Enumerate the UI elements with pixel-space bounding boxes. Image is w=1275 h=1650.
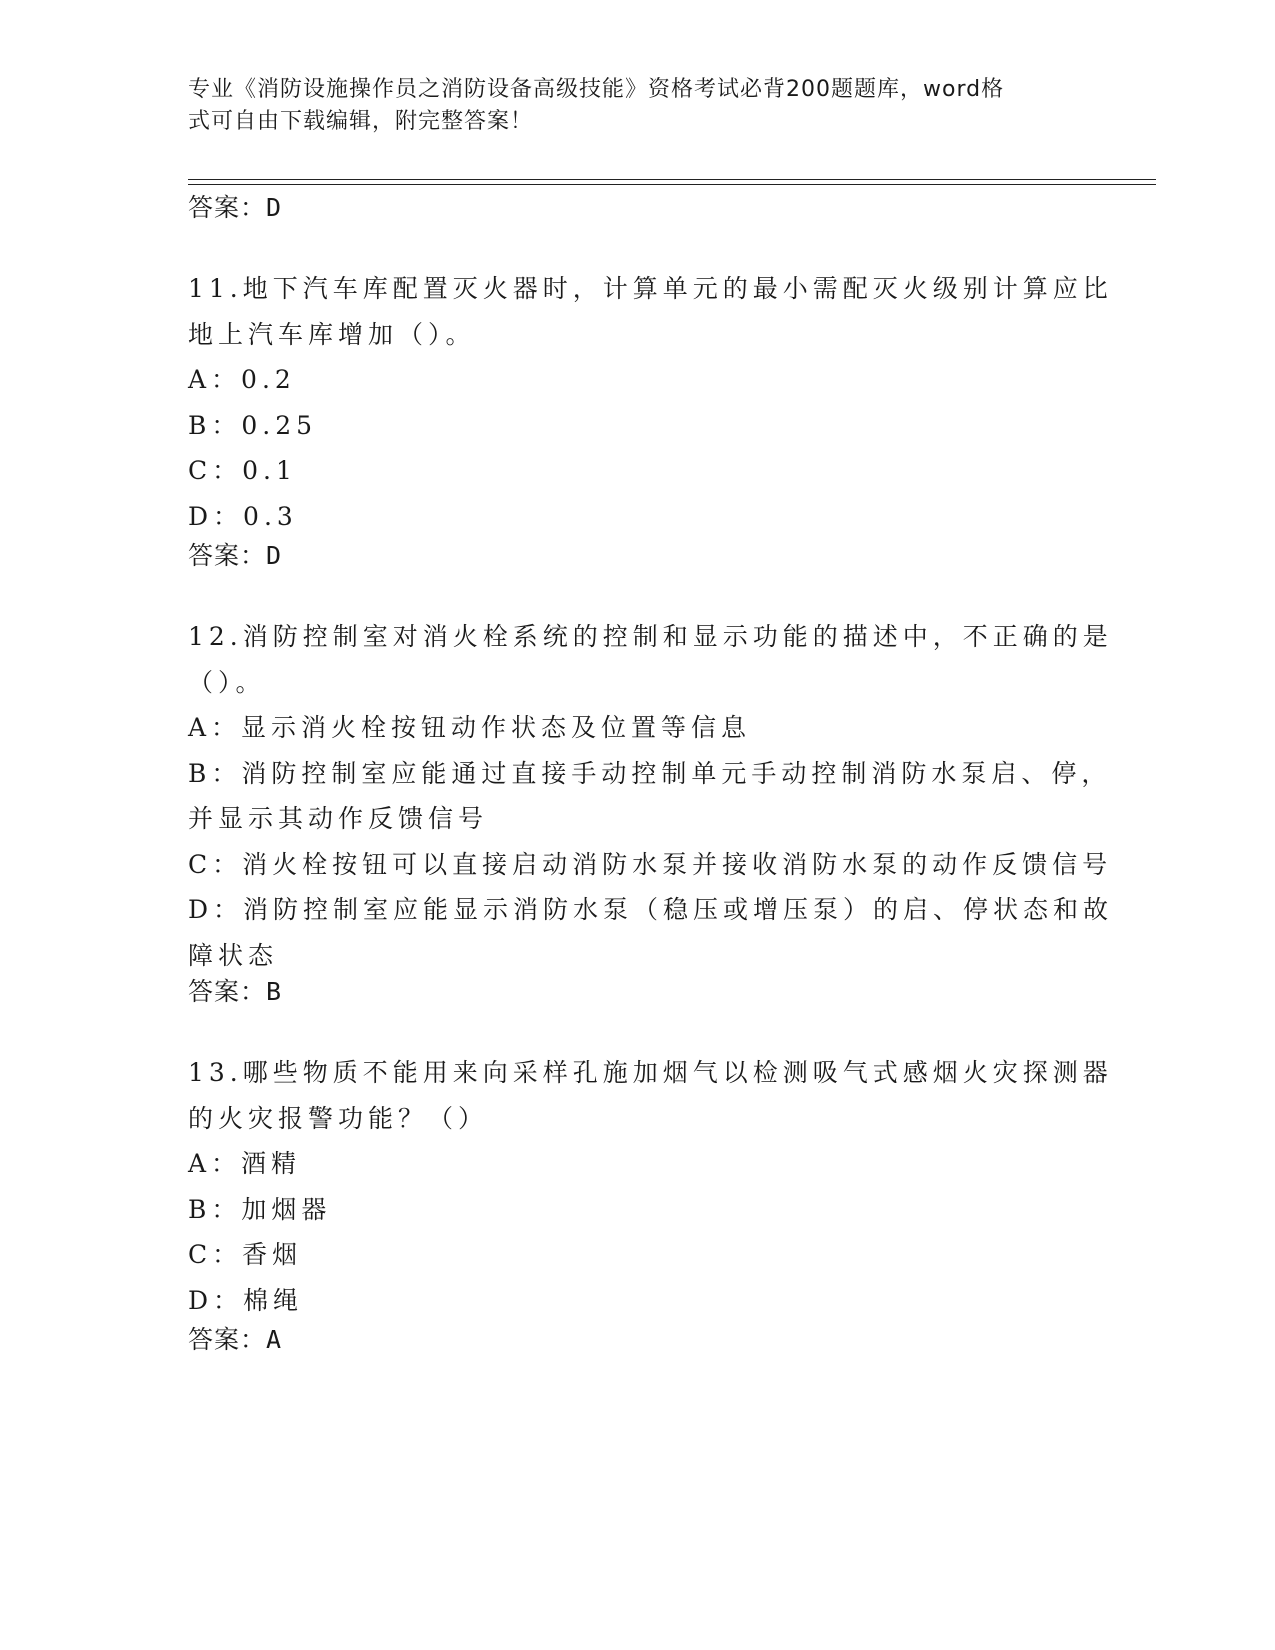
- header-divider-top: [188, 179, 1156, 180]
- option-a: A：显示消火栓按钮动作状态及位置等信息: [188, 713, 752, 742]
- question-stem-line: 地上汽车库增加（）。: [188, 319, 476, 349]
- question-11: [188, 266, 1113, 539]
- answer-value: A: [266, 1325, 283, 1354]
- option-c: C：0.1: [188, 456, 297, 485]
- option-b: B：0.25: [188, 410, 318, 440]
- question-stem-line: 11.地下汽车库配置灭火器时，计算单元的最小需配灭火级别计算应比: [188, 274, 1113, 303]
- header-line-1: 专业《消防设施操作员之消防设备高级技能》资格考试必背200题题库，word格: [188, 77, 1005, 102]
- option-c: C：消火栓按钮可以直接启动消防水泵并接收消防水泵的动作反馈信号: [188, 849, 1113, 879]
- answer-value: B: [266, 977, 283, 1006]
- option-b: B：加烟器: [188, 1194, 332, 1224]
- answer-label: 答案：: [188, 541, 267, 570]
- option-c: C：香烟: [188, 1240, 303, 1269]
- answer-label: 答案：: [188, 977, 267, 1006]
- answer-label: 答案：: [188, 193, 267, 222]
- question-12-answer: [188, 972, 282, 1008]
- option-d: D：棉绳: [188, 1285, 304, 1315]
- question-stem-line: 13.哪些物质不能用来向采样孔施加烟气以检测吸气式感烟火灾探测器: [188, 1058, 1113, 1087]
- header-line-2: 式可自由下载编辑，附完整答案！: [188, 109, 534, 134]
- option-a: A：0.2: [188, 365, 296, 394]
- option-d: D：0.3: [188, 501, 298, 531]
- header-divider-bottom: [188, 184, 1156, 185]
- answer-value: D: [266, 193, 283, 222]
- question-12: [188, 614, 1114, 978]
- question-stem-line: 的火灾报警功能？（）: [188, 1103, 489, 1133]
- answer-value: D: [266, 541, 283, 570]
- question-stem-line: （）。: [188, 667, 266, 697]
- option-b-continued: 并显示其动作反馈信号: [188, 804, 489, 833]
- question-11-answer: [188, 536, 282, 572]
- option-a: A：酒精: [188, 1149, 302, 1178]
- document-header: [188, 74, 1088, 138]
- option-d: D：消防控制室应能显示消防水泵（稳压或增压泵）的启、停状态和故: [188, 895, 1114, 924]
- question-13-answer: [188, 1320, 282, 1356]
- answer-label: 答案：: [188, 1325, 267, 1354]
- option-b: B：消防控制室应能通过直接手动控制单元手动控制消防水泵启、停，: [188, 758, 1112, 788]
- option-d-continued: 障状态: [188, 940, 279, 970]
- question-13: [188, 1050, 1113, 1323]
- previous-answer: [188, 188, 282, 224]
- question-stem-line: 12.消防控制室对消火栓系统的控制和显示功能的描述中，不正确的是: [188, 622, 1113, 651]
